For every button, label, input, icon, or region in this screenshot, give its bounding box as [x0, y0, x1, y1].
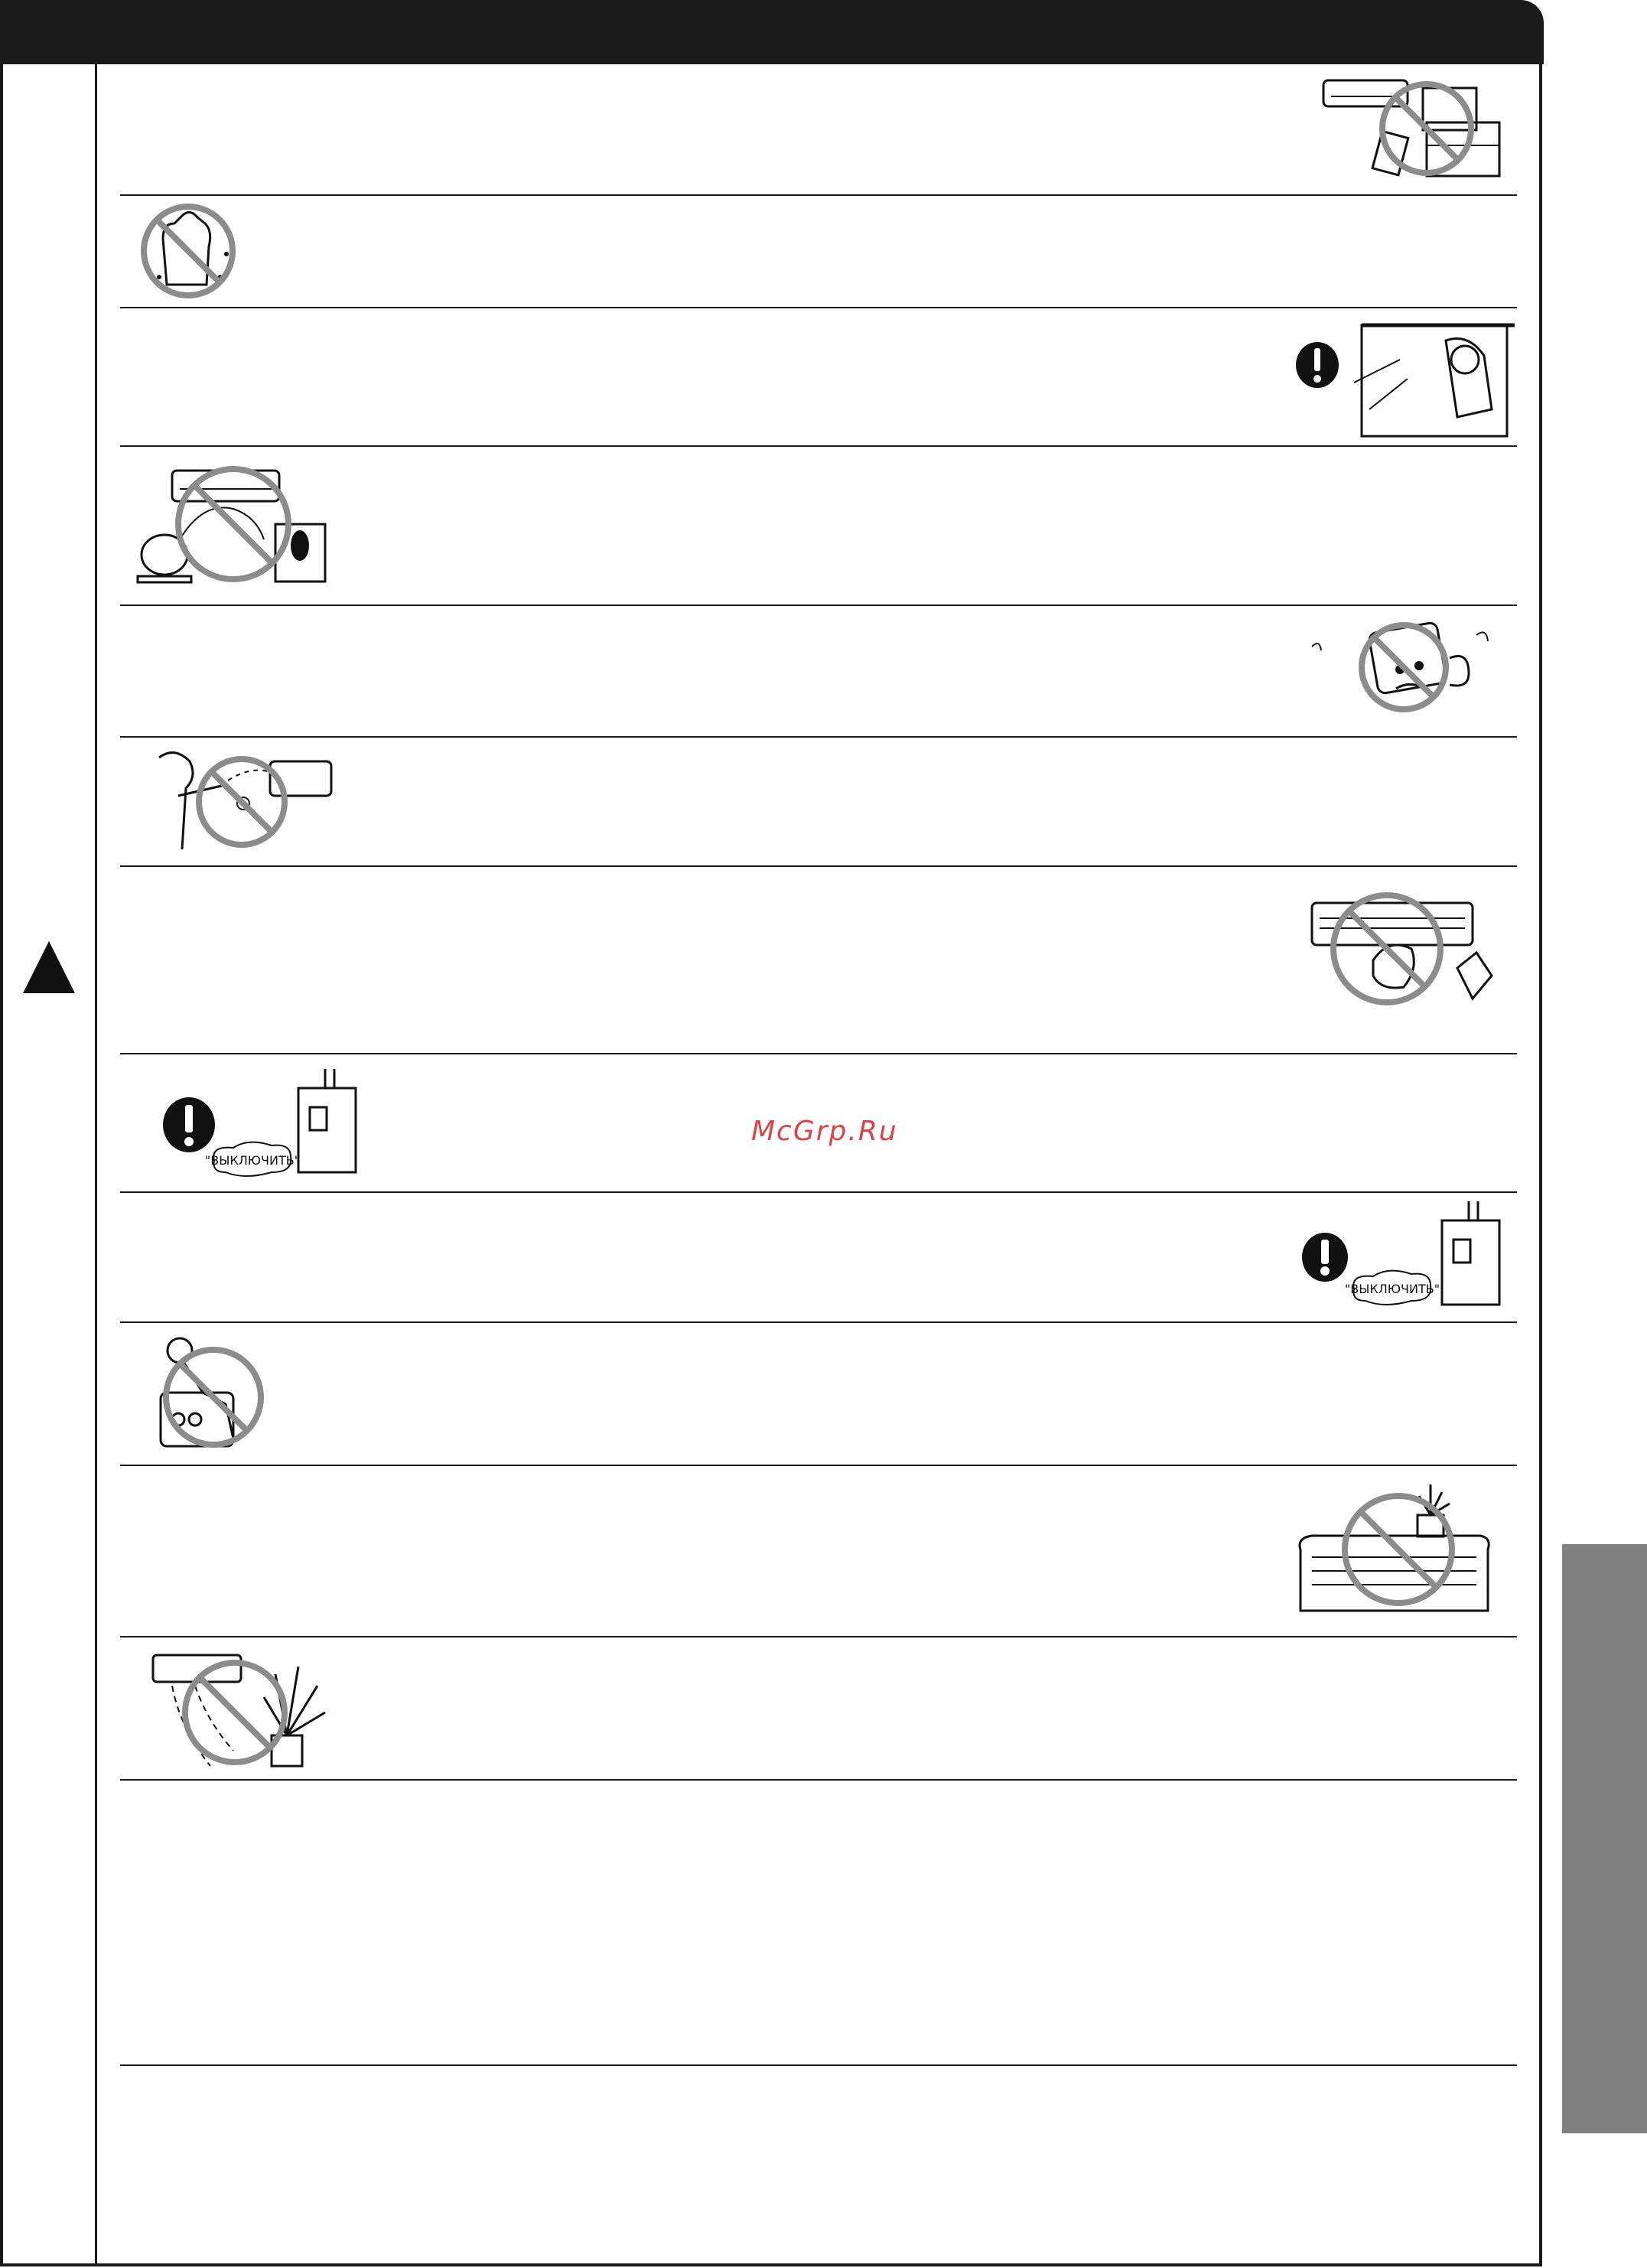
row-divider [120, 1321, 1517, 1323]
column-divider [95, 64, 97, 2265]
row-divider [120, 1053, 1517, 1054]
row-divider [120, 865, 1517, 867]
section-side-tab [1562, 1544, 1647, 2133]
prohibition-icon [149, 1331, 272, 1458]
header-bar [0, 0, 1544, 64]
row-divider [120, 604, 1517, 606]
row-divider [120, 307, 1517, 308]
row-divider [120, 736, 1517, 738]
row-divider [120, 1191, 1517, 1193]
prohibition-icon [149, 1644, 340, 1774]
prohibition-icon [136, 200, 243, 300]
prohibition-icon [144, 742, 343, 857]
row-divider [120, 1779, 1517, 1781]
exclamation-icon [1300, 1198, 1503, 1312]
prohibition-icon [1304, 612, 1503, 727]
prohibition-icon [134, 455, 363, 597]
prohibition-icon [1304, 884, 1507, 1022]
frame-bottom-border [0, 2263, 1542, 2266]
warning-triangle-icon [21, 940, 76, 995]
exclamation-icon [157, 1065, 360, 1180]
watermark-text: McGrp.Ru [751, 1116, 898, 1147]
row-divider [120, 2064, 1517, 2066]
row-divider [120, 445, 1517, 447]
speech-bubble-label: "ВЫКЛЮЧИТЬ" [204, 1153, 301, 1168]
prohibition-icon [1316, 69, 1507, 187]
exclamation-icon [1293, 318, 1518, 440]
speech-bubble-label: "ВЫКЛЮЧИТЬ" [1344, 1282, 1440, 1296]
row-divider [120, 1636, 1517, 1637]
row-divider [120, 1465, 1517, 1466]
frame-right-border [1539, 64, 1542, 2266]
prohibition-icon [1289, 1473, 1499, 1618]
row-divider [120, 194, 1517, 196]
frame-left-border [0, 64, 3, 2266]
